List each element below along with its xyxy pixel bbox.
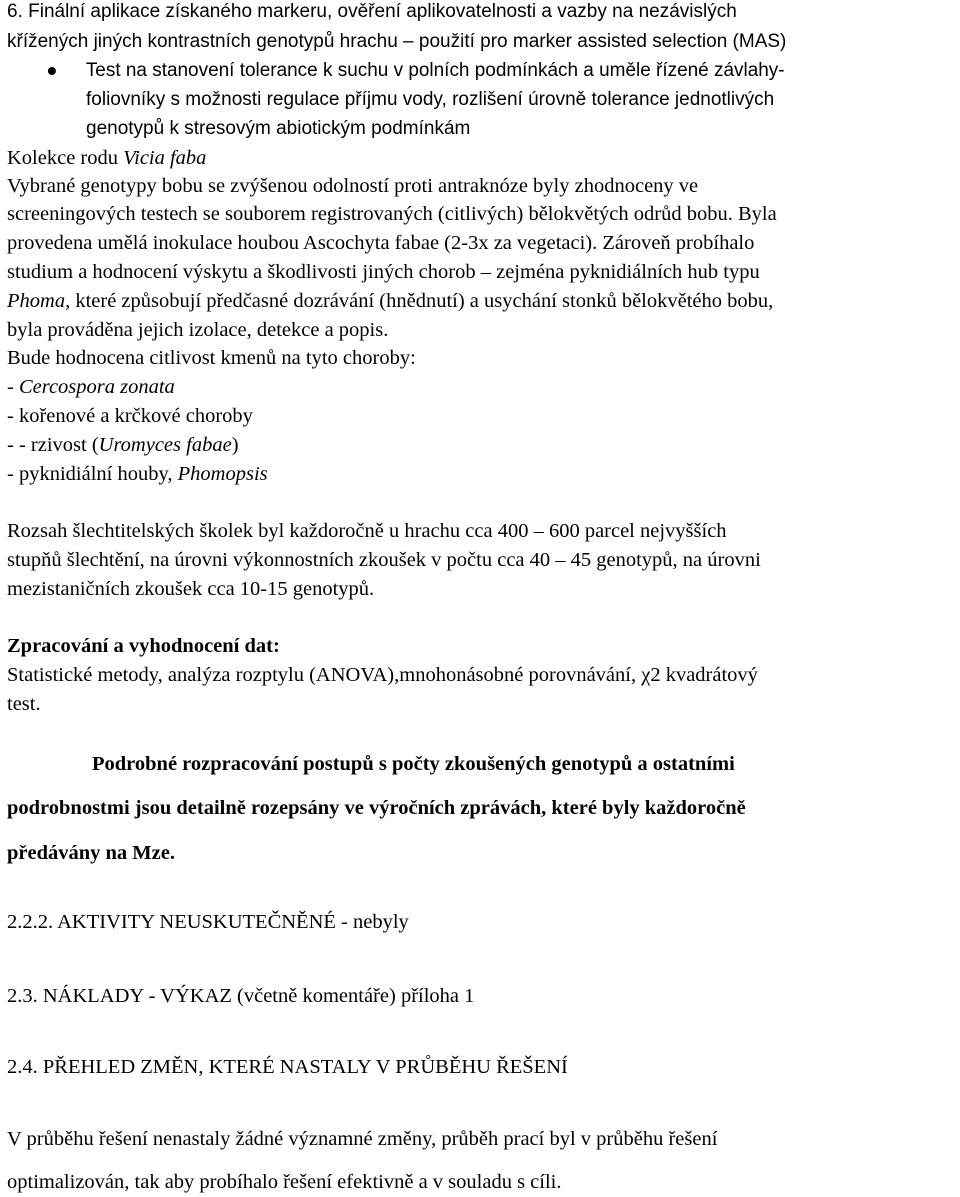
disease-item-3-name: Uromyces fabae: [98, 434, 232, 456]
podrobne-line-3: předávány na Mze.: [7, 842, 175, 864]
bullet-line-3: genotypů k stresovým abiotickým podmínkám: [86, 118, 471, 139]
rozsah-line-3: mezistaničních zkoušek cca 10-15 genotypů.: [7, 578, 375, 600]
section-2-3: 2.3. NÁKLADY - VÝKAZ (včetně komentáře) příloha 1: [7, 985, 475, 1007]
vybrane-line-4: studium a hodnocení výskytu a škodlivosti jiných chorob – zejména pyknidiálních hub typu: [7, 261, 760, 283]
vybrane-line-1: Vybrané genotypy bobu se zvýšenou odolností proti antraknóze byly zhodnoceny ve: [7, 175, 699, 197]
vybrane-line-5: [7, 289, 773, 313]
vybrane-line-3b: Zároveň probíhalo: [597, 232, 755, 254]
vybrane-line-5b: , které způsobují předčasné dozrávání (hnědnutí) a usychání stonků bělokvětého bobu,: [65, 290, 774, 312]
podrobne-line-1: Podrobné rozpracování postupů s počty zkoušených genotypů a ostatními: [92, 753, 735, 775]
zaver-line-1: V průběhu řešení nenastaly žádné významné změny, průběh prací byl v průběhu řešení: [7, 1128, 718, 1150]
kolekce-prefix: Kolekce rodu: [7, 147, 124, 169]
rozsah-line-2: stupňů šlechtění, na úrovni výkonnostních zkoušek v počtu cca 40 – 45 genotypů, na úrovni: [7, 549, 761, 571]
vybrane-line-2: screeningových testech se souborem registrovaných (citlivých) bělokvětých odrůd bobu. Byla: [7, 203, 777, 225]
vybrane-line-6: byla prováděna jejich izolace, detekce a popis.: [7, 319, 389, 341]
section-2-2-2: 2.2.2. AKTIVITY NEUSKUTEČNĚNÉ - nebyly: [7, 911, 409, 933]
zpracovani-line-2: test.: [7, 693, 41, 715]
vybrane-line-3: [7, 231, 754, 255]
section-6-line-2: [7, 30, 786, 54]
disease-item-1-name: Cercospora zonata: [18, 376, 175, 398]
disease-item-4-name: Phomopsis: [177, 463, 268, 485]
section-6-text-1: 6. Finální aplikace získaného markeru, ověření aplikovatelnosti a vazby na nezávislých: [7, 1, 737, 22]
bullet-dot-icon: [48, 67, 56, 75]
vybrane-line-3a: provedena umělá inokulace houbou Ascochyta fabae (2-3x za vegetaci).: [7, 232, 598, 254]
kolekce-genus: Vicia faba: [123, 147, 207, 169]
disease-item-1-pre: -: [7, 376, 19, 398]
zpracovani-heading: Zpracování a vyhodnocení dat:: [7, 635, 280, 657]
bullet-item: [0, 59, 958, 83]
disease-item-3: [7, 433, 239, 457]
zaver-line-2: optimalizován, tak aby probíhalo řešení efektivně a v souladu s cíli.: [7, 1171, 562, 1193]
kolekce-line: [7, 146, 206, 170]
disease-item-3-pre: - - rzivost (: [7, 434, 99, 456]
bullet-line-2: foliovníky s možnosti regulace příjmu vody, rozlišení úrovně tolerance jednotlivých: [86, 89, 775, 110]
disease-item-3-post: ): [231, 434, 239, 456]
rozsah-line-1: Rozsah šlechtitelských školek byl každoročně u hrachu cca 400 – 600 parcel nejvyšších: [7, 520, 727, 542]
section-6-line-1: [7, 0, 953, 24]
section-6-text-2: křížených jiných kontrastních genotypů hrachu – použití pro marker assisted selection (MAS): [7, 31, 787, 52]
phoma-name: Phoma: [7, 290, 66, 312]
disease-item-4-pre: - pyknidiální houby,: [7, 463, 178, 485]
bullet-line-1: Test na stanovení tolerance k suchu v polních podmínkách a uměle řízené závlahy-: [85, 60, 785, 81]
disease-item-1: [7, 375, 175, 399]
section-2-4: 2.4. PŘEHLED ZMĚN, KTERÉ NASTALY V PRŮBĚHU ŘEŠENÍ: [7, 1056, 568, 1078]
disease-item-4: [7, 462, 268, 486]
bude-intro: Bude hodnocena citlivost kmenů na tyto choroby:: [7, 347, 416, 369]
zpracovani-line-1: Statistické metody, analýza rozptylu (ANOVA),mnohonásobné porovnávání, χ2 kvadrátový: [7, 664, 758, 686]
podrobne-line-2: podrobnostmi jsou detailně rozepsány ve výročních zprávách, které byly každoročně: [7, 797, 746, 819]
disease-item-2: - kořenové a krčkové choroby: [7, 405, 253, 427]
